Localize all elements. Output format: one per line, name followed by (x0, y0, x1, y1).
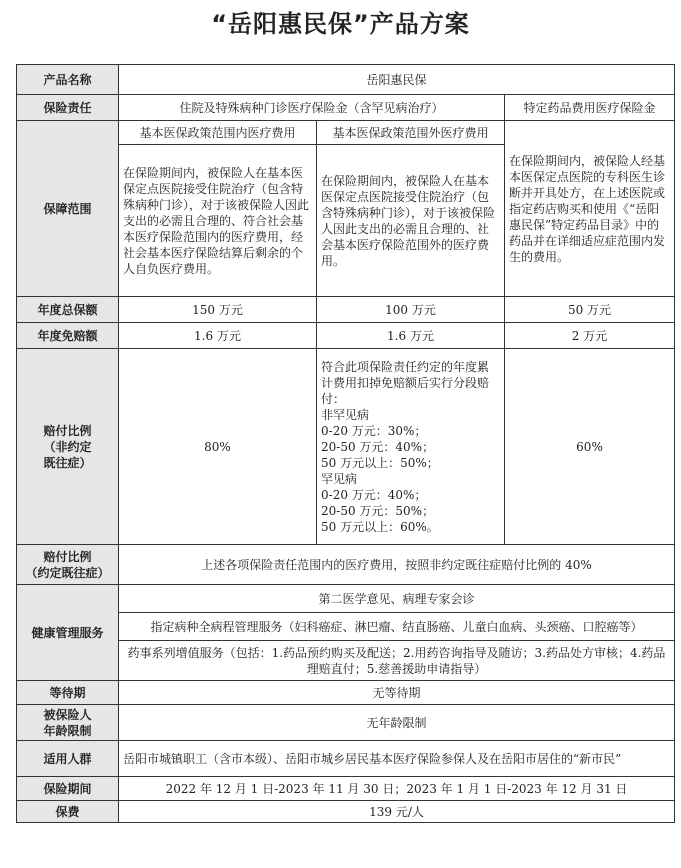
health-item-3: 药事系列增值服务（包括：1.药品预约购买及配送；2.用药咨询指导及随访；3.药品处方审核；4.药品理赔直付；5.慈善援助申请指导） (119, 641, 675, 681)
health-item-1: 第二医学意见、病理专家会诊 (119, 585, 675, 613)
row-waiting (17, 681, 675, 705)
row-age (17, 705, 675, 741)
coverage-text-drug: 在保险期间内，被保险人经基本医保定点医院的专科医生诊断并开具处方，在上述医院或指定药店购买和使用《“岳阳惠民保”特定药品目录》中的药品并在详细适应症范围内发生的费用。 (505, 121, 675, 297)
age-value: 无年龄限制 (119, 705, 675, 741)
coverage-sub-out: 基本医保政策范围外医疗费用 (317, 121, 505, 145)
row-coverage-sub (17, 121, 675, 145)
label-payout-non: 赔付比例 （非约定 既往症） (17, 349, 119, 545)
annual-total-3: 50 万元 (505, 297, 675, 323)
coverage-text-out: 在保险期间内，被保险人在基本医保定点医院接受住院治疗（包含特殊病种门诊），对于该被保险人因此支出的必需且合理的、社会基本医疗保险范围外的医疗费用。 (317, 145, 505, 297)
row-premium (17, 801, 675, 823)
row-payout-pre (17, 545, 675, 585)
annual-deductible-2: 1.6 万元 (317, 323, 505, 349)
value-liability-drug: 特定药品费用医疗保险金 (505, 95, 675, 121)
annual-total-2: 100 万元 (317, 297, 505, 323)
people-value: 岳阳市城镇职工（含市本级）、岳阳市城乡居民基本医疗保险参保人及在岳阳市居住的“新市民” (119, 741, 675, 777)
annual-deductible-1: 1.6 万元 (119, 323, 317, 349)
page-title: “岳阳惠民保”产品方案 (211, 10, 470, 38)
label-health: 健康管理服务 (17, 585, 119, 681)
product-table (16, 64, 675, 823)
label-coverage: 保障范围 (17, 121, 119, 297)
label-period: 保险期间 (17, 777, 119, 801)
value-product-name: 岳阳惠民保 (119, 65, 675, 95)
health-item-2: 指定病种全病程管理服务（妇科癌症、淋巴瘤、结直肠癌、儿童白血病、头颈癌、口腔癌等） (119, 613, 675, 641)
payout-non-2: 符合此项保险责任约定的年度累计费用扣掉免赔额后实行分段赔付： 非罕见病 0-20 万元：30%； 20-50 万元：40%； 50 万元以上：50%； 罕见病 0-20 万元：40%； 20-50 万元：50%； 50 万元以上：60%。 (317, 349, 505, 545)
annual-deductible-3: 2 万元 (505, 323, 675, 349)
label-age: 被保险人 年龄限制 (17, 705, 119, 741)
premium-value: 139 元/人 (119, 801, 675, 823)
label-product-name: 产品名称 (17, 65, 119, 95)
payout-pre-value: 上述各项保险责任范围内的医疗费用，按照非约定既往症赔付比例的 40% (119, 545, 675, 585)
row-payout-non (17, 349, 675, 545)
label-payout-pre: 赔付比例 （约定既往症） (17, 545, 119, 585)
payout-non-1: 80% (119, 349, 317, 545)
label-annual-total: 年度总保额 (17, 297, 119, 323)
row-annual-deductible (17, 323, 675, 349)
label-premium: 保费 (17, 801, 119, 823)
label-people: 适用人群 (17, 741, 119, 777)
row-annual-total (17, 297, 675, 323)
coverage-text-in: 在保险期间内，被保险人在基本医保定点医院接受住院治疗（包含特殊病种门诊），对于该被保险人因此支出的必需且合理的、符合社会基本医疗保险范围内的医疗费用，经社会基本医疗保险结算后剩余的个人自负医疗费用。 (119, 145, 317, 297)
label-annual-deductible: 年度免赔额 (17, 323, 119, 349)
coverage-sub-in: 基本医保政策范围内医疗费用 (119, 121, 317, 145)
row-health-1 (17, 585, 675, 613)
row-product-name (17, 65, 675, 95)
period-value: 2022 年 12 月 1 日-2023 年 11 月 30 日；2023 年 1 月 1 日-2023 年 12 月 31 日 (119, 777, 675, 801)
payout-non-3: 60% (505, 349, 675, 545)
value-liability-hospital: 住院及特殊病种门诊医疗保险金（含罕见病治疗） (119, 95, 505, 121)
waiting-value: 无等待期 (119, 681, 675, 705)
label-liability: 保险责任 (17, 95, 119, 121)
label-waiting: 等待期 (17, 681, 119, 705)
row-period (17, 777, 675, 801)
row-liability (17, 95, 675, 121)
row-people (17, 741, 675, 777)
annual-total-1: 150 万元 (119, 297, 317, 323)
